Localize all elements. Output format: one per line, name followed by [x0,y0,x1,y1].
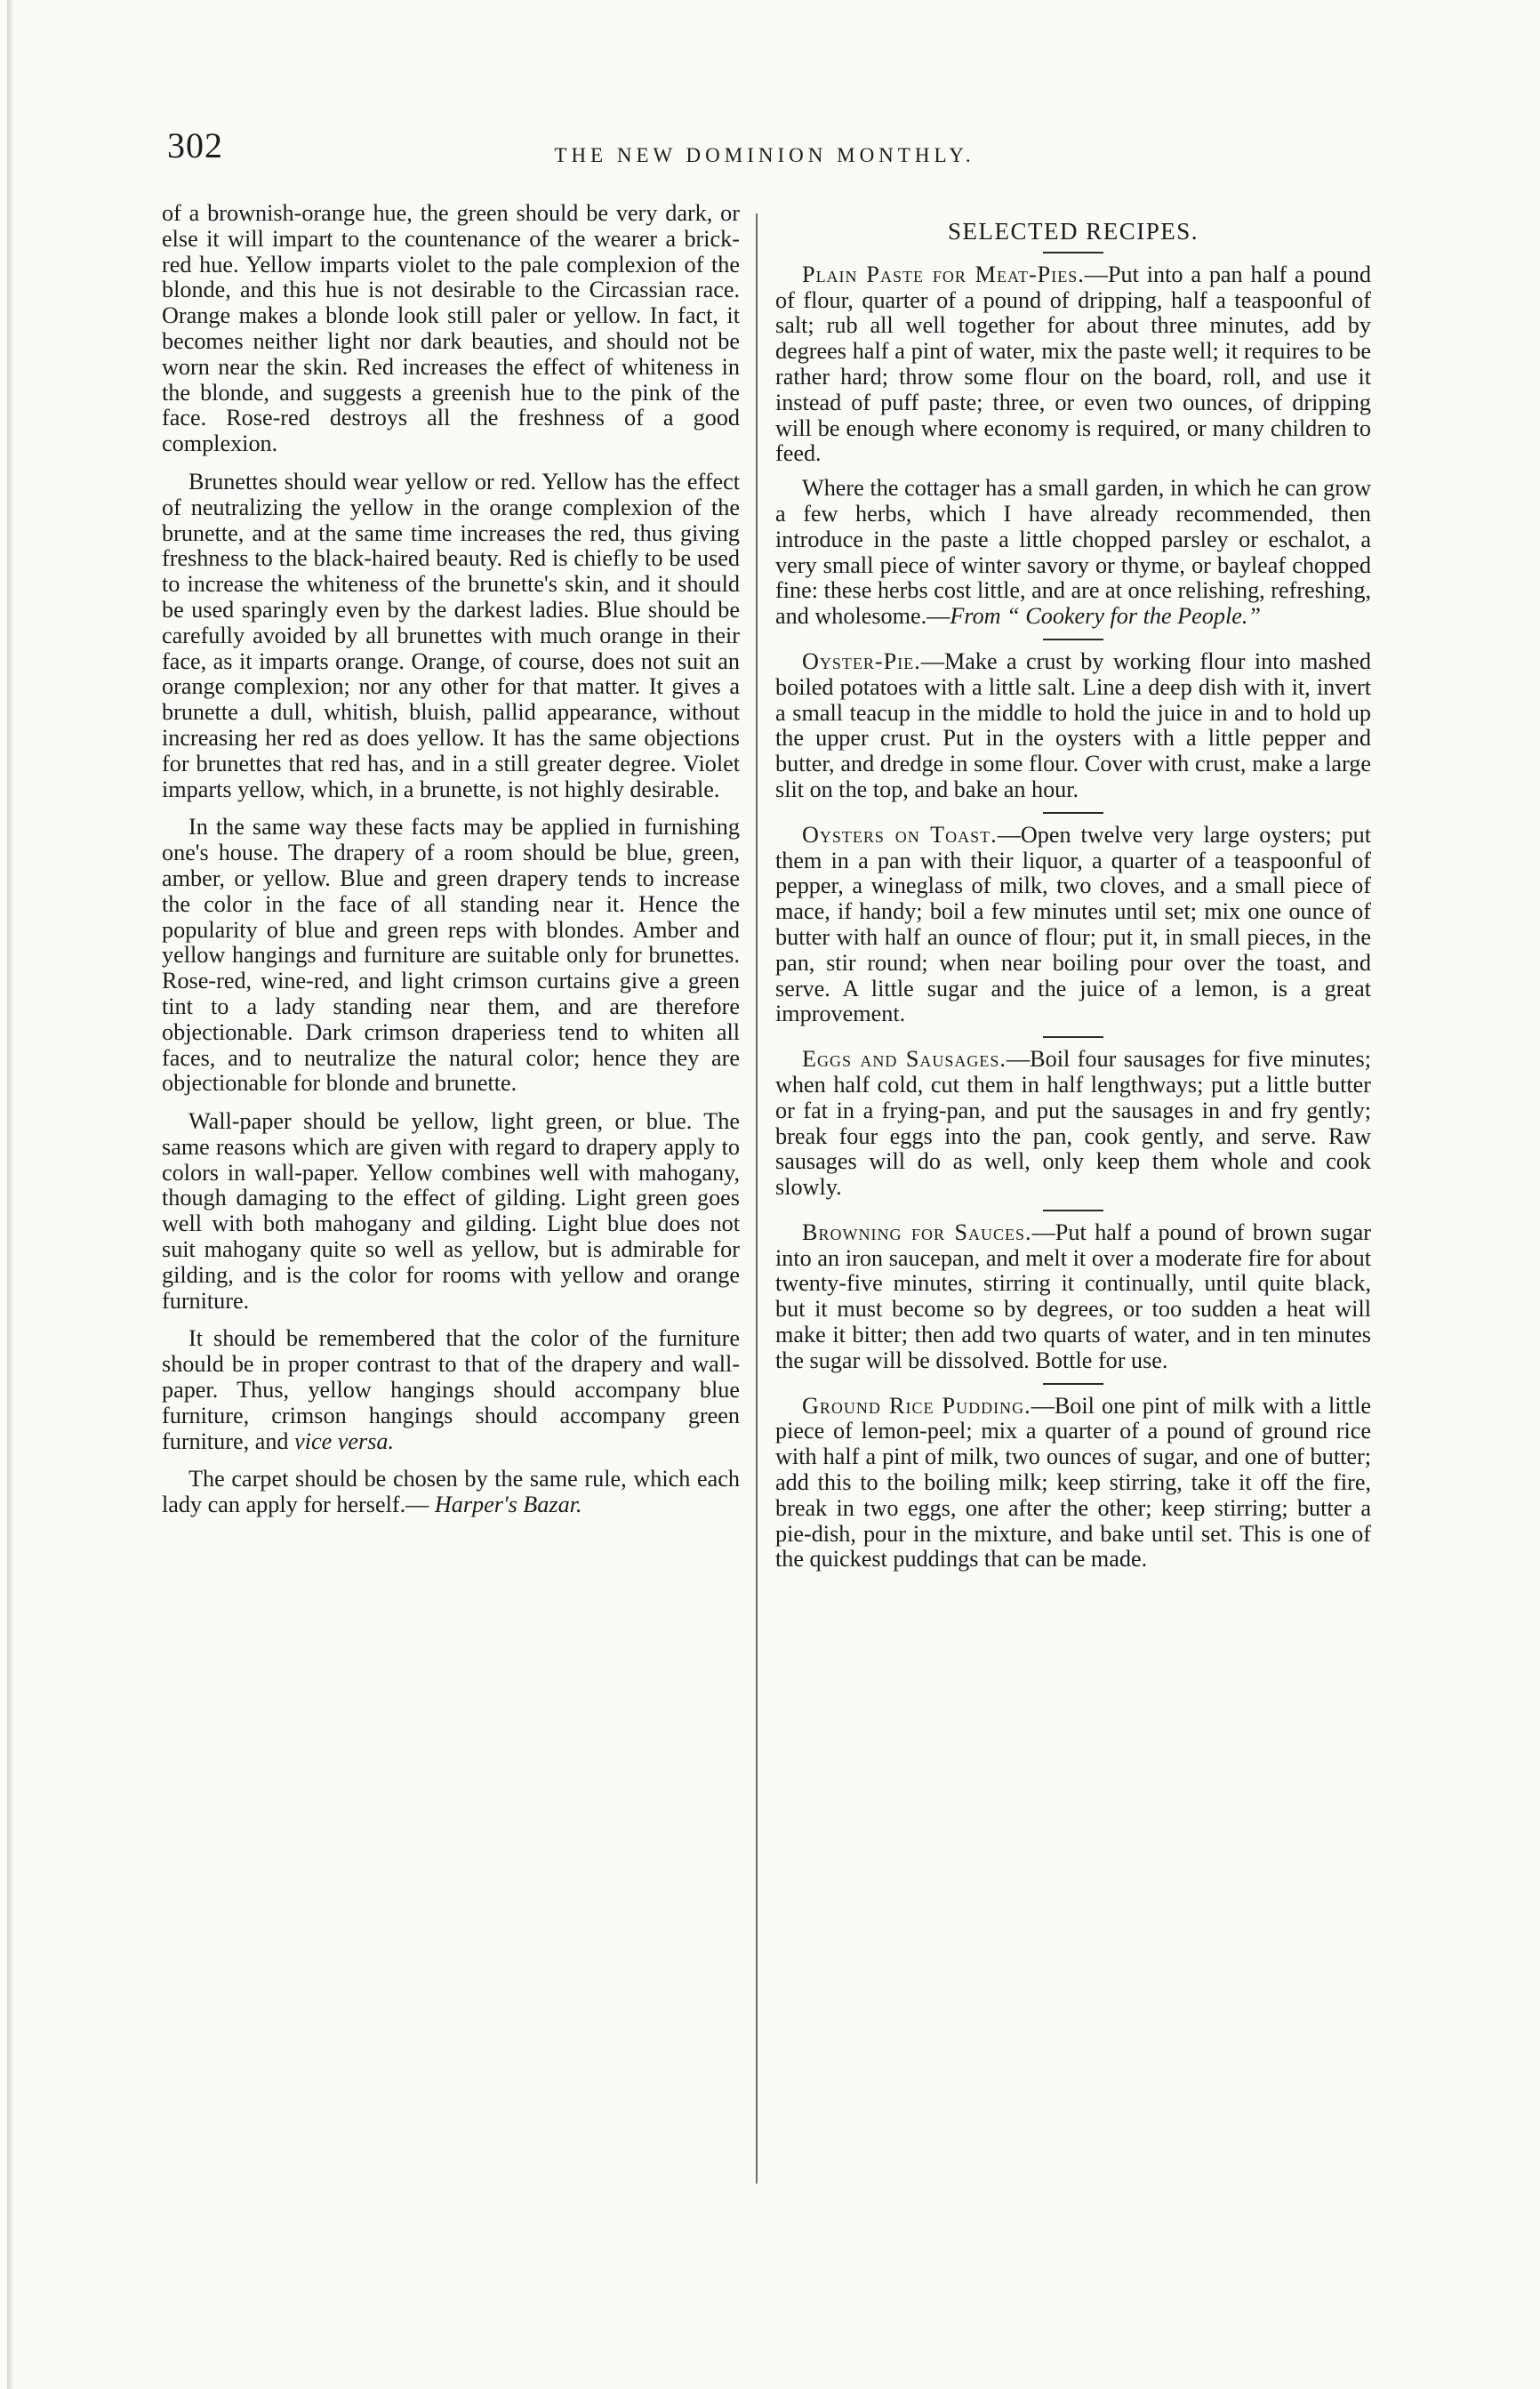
recipe-title: Oysters on Toast. [802,821,998,848]
paragraph-carpet-text: The carpet should be chosen by the same rule, which each lady can apply for herself.— [162,1466,740,1518]
recipe-rule [1043,812,1103,814]
recipe-body: —Make a crust by working flour into mashed boiled potatoes with a little salt. Line a deep dish with it, invert a small teacup in the middle to hold the juice in and to hold up the upper crust. Put in the oysters with a little pepper and butter, and dredge in some flour. Cover with crust, make a large slit on the top, and bake an hour. [775,648,1371,802]
recipe-rule [1043,639,1103,640]
recipe-title: Plain Paste for Meat-Pies. [802,261,1085,287]
page-header [160,125,1369,169]
running-title: THE NEW DOMINION MONTHLY. [554,144,975,166]
article-source: Harper's Bazar. [434,1492,582,1518]
recipe-rule [1043,1036,1103,1038]
page-edge [7,0,12,2389]
paragraph-furniture [162,1326,740,1454]
recipe-body: —Boil four sausages for five minutes; when half cold, cut them in half lengthways; put a little butter or fat in a frying-pan, and put the sausages in and fry gently; break four eggs into the pan, cook gently, and serve. Raw sausages will do as well, only keep them whole and cook slowly. [775,1046,1371,1201]
recipe-plain-paste [775,262,1371,467]
recipe-rule [1043,1210,1103,1211]
recipe-title: Browning for Sauces. [802,1219,1032,1245]
recipe-browning-for-sauces [775,1220,1371,1374]
page-number: 302 [167,125,223,165]
recipe-eggs-and-sausages [775,1047,1371,1201]
section-title: SELECTED RECIPES. [947,218,1199,245]
section-rule [1043,252,1103,253]
recipe-rule [1043,1383,1103,1385]
paragraph-brunettes: Brunettes should wear yellow or red. Yellow has the effect of neutralizing the yellow in the orange complexion of the brunette, and at the same time increases the red, thus giving freshness to the black-haired beauty. Red is chiefly to be used to increase the whiteness of the brunette's skin, and it should be used sparingly even by the darkest ladies. Blue should be carefully avoided by all brunettes with much orange in their face, as it imparts orange. Orange, of course, does not suit an orange complexion; nor any other for that matter. It gives a brunette a dull, whitish, bluish, pallid appearance, without increasing her red as does yellow. It has the same objections for brunettes that red has, and in a still greater degree. Violet imparts yellow, which, in a brunette, is not highly desirable. [162,468,740,802]
recipe-source: From “ Cookery for the People.” [950,603,1261,630]
recipe-body: Where the cottager has a small garden, in which he can grow a few herbs, which I have already recommended, then introduce in the paste a little chopped parsley or eschalot, a very small piece of winter savory or thyme, or bayleaf chopped fine: these herbs cost little, and are at once relishing, refreshing, and wholesome.— [775,475,1371,630]
recipe-title: Oyster-Pie. [802,648,921,674]
recipe-oysters-on-toast [775,823,1371,1027]
recipe-body: —Open twelve very large oysters; put them in a pan with their liquor, a quarter of a teaspoonful of pepper, a wineglass of milk, two cloves, and a small piece of mace, if handy; boil a few minutes until set; mix one ounce of butter with half an ounce of flour; put it, in small pieces, in the pan, stir round; when near boiling pour over the toast, and serve. A little sugar and the juice of a lemon, is a great improvement. [775,821,1371,1027]
paragraph-furniture-emphasis: vice versa. [294,1428,395,1454]
recipe-plain-paste-note [775,476,1371,630]
paragraph-drapery: In the same way these facts may be applied in furnishing one's house. The drapery of a room should be blue, green, amber, or yellow. Blue and green drapery tends to increase the color in the face of all standing near it. Hence the popularity of blue and green reps with blondes. Amber and yellow hangings and furniture are suitable only for brunettes. Rose-red, wine-red, and light crimson curtains give a green tint to a lady standing near them, and are therefore objectionable. Dark crimson draperiess tend to whiten all faces, and to neutralize the natural color; hence they are objectionable for blonde and brunette. [162,814,740,1097]
recipe-body: —Boil one pint of milk with a little piece of lemon-peel; mix a quarter of a pound of ground rice with half a pint of milk, two ounces of sugar, and one of butter; add this to the boiling milk; keep stirring, take it off the fire, break in two eggs, one after the other; keep stirring; butter a pie-dish, pour in the mixture, and bake until set. This is one of the quickest puddings that can be made. [775,1392,1371,1573]
recipe-title: Eggs and Sausages. [802,1046,1007,1073]
paragraph-furniture-text: It should be remembered that the color of the furniture should be in proper contrast to that of the drapery and wall-paper. Thus, yellow hangings should accompany blue furniture, crimson hangings should accompany green furniture, and [162,1325,740,1454]
recipe-ground-rice-pudding [775,1394,1371,1573]
recipe-body: —Put half a pound of brown sugar into an iron saucepan, and melt it over a moderate fire for about twenty-five minutes, stirring it continually, until quite black, but it must become so by degrees, or too sudden a heat will make it bitter; then add two quarts of water, and in ten minutes the sugar will be dissolved. Bottle for use. [775,1219,1371,1373]
paragraph-carpet [162,1467,740,1518]
right-column [775,201,1371,1581]
recipe-body: —Put into a pan half a pound of flour, quarter of a pound of dripping, half a teaspoonful of salt; rub all well together for about three minutes, add by degrees half a pint of water, mix the paste well; it requires to be rather hard; throw some flour on the board, roll, and use it instead of puff paste; three, or even two ounces, of dripping will be enough where economy is required, or many children to feed. [775,261,1371,467]
recipe-oyster-pie [775,649,1371,803]
left-column [162,201,740,1531]
paragraph-wall-paper: Wall-paper should be yellow, light green, or blue. The same reasons which are given with regard to drapery apply to colors in wall-paper. Yellow combines well with mahogany, though damaging to the effect of gilding. Light green goes well with both mahogany and gilding. Light blue does not suit mahogany quite so well as yellow, but is admirable for gilding, and is the color for rooms with yellow and orange furniture. [162,1108,740,1314]
recipe-title: Ground Rice Pudding. [802,1392,1031,1419]
column-divider [756,213,758,2184]
paragraph-complexion: of a brownish-orange hue, the green should be very dark, or else it will impart to the countenance of the wearer a brick-red hue. Yellow imparts violet to the pale complexion of the blonde, and this hue is not desirable to the Circassian race. Orange makes a blonde look still paler or yellow. In fact, it becomes neither light nor dark beauties, and should not be worn near the skin. Red increases the effect of whiteness in the blonde, and suggests a greenish hue to the pink of the face. Rose-red destroys all the freshness of a good complexion. [162,200,740,457]
